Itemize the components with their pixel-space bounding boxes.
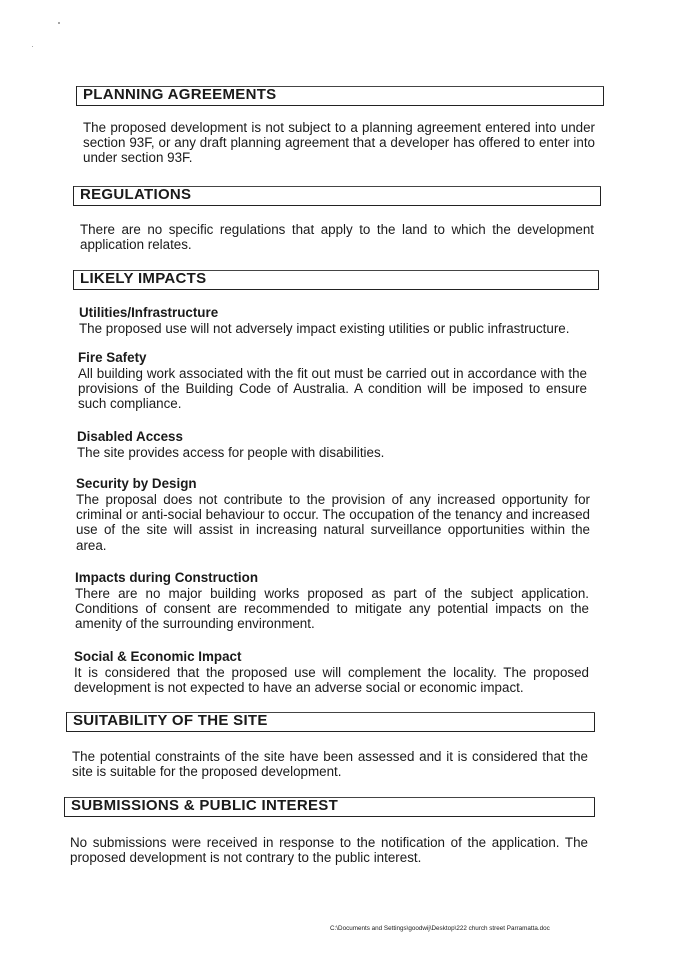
impact-text: It is considered that the proposed use will complement the locality. The proposed development is not expected to have an adverse social or economic impact.	[74, 665, 589, 696]
impact-text: The site provides access for people with disabilities.	[77, 445, 385, 460]
impact-text: All building work associated with the fit out must be carried out in accordance with the provisions of the Building Code of Australia. A condition will be imposed to ensure such compliance.	[78, 366, 587, 412]
footer-file-path: C:\Documents and Settings\goodwij\Desktop\222 church street Parramatta.doc	[330, 925, 550, 932]
section-header-planning-agreements	[76, 86, 604, 106]
suitability-text: The potential constraints of the site have been assessed and it is considered that the site is suitable for the proposed development.	[72, 749, 588, 780]
section-header-regulations	[73, 186, 601, 206]
impact-text: There are no major building works proposed as part of the subject application. Conditions of consent are recommended to mitigate any potential impacts on the amenity of the surrounding environment.	[75, 586, 589, 632]
section-title: PLANNING AGREEMENTS	[83, 86, 277, 103]
impact-heading: Impacts during Construction	[75, 570, 259, 585]
impact-heading: Disabled Access	[77, 429, 183, 444]
section-header-submissions	[64, 797, 595, 817]
impact-text: The proposed use will not adversely impact existing utilities or public infrastructure.	[79, 321, 570, 336]
section-title: LIKELY IMPACTS	[80, 270, 207, 287]
scan-speck	[32, 46, 33, 47]
section-title: SUITABILITY OF THE SITE	[73, 712, 268, 729]
section-title: REGULATIONS	[80, 186, 192, 203]
submissions-text: No submissions were received in response to the notification of the application. The proposed development is not contrary to the public interest.	[70, 835, 588, 866]
section-header-suitability	[66, 712, 595, 732]
impact-heading: Security by Design	[76, 476, 197, 491]
impact-heading: Utilities/Infrastructure	[79, 305, 219, 320]
impact-text: The proposal does not contribute to the provision of any increased opportunity for criminal or anti-social behaviour to occur. The occupation of the tenancy and increased use of the site will assist in increasing natural surveillance opportunities within the area.	[76, 492, 590, 553]
planning-agreements-text: The proposed development is not subject to a planning agreement entered into under section 93F, or any draft planning agreement that a developer has offered to enter into under section 93F.	[83, 120, 595, 166]
impact-heading: Social & Economic Impact	[74, 649, 242, 664]
section-title: SUBMISSIONS & PUBLIC INTEREST	[71, 797, 339, 814]
scan-speck	[58, 22, 60, 24]
section-header-likely-impacts	[73, 270, 599, 290]
impact-heading: Fire Safety	[78, 350, 147, 365]
regulations-text: There are no specific regulations that apply to the land to which the development application relates.	[80, 222, 594, 253]
